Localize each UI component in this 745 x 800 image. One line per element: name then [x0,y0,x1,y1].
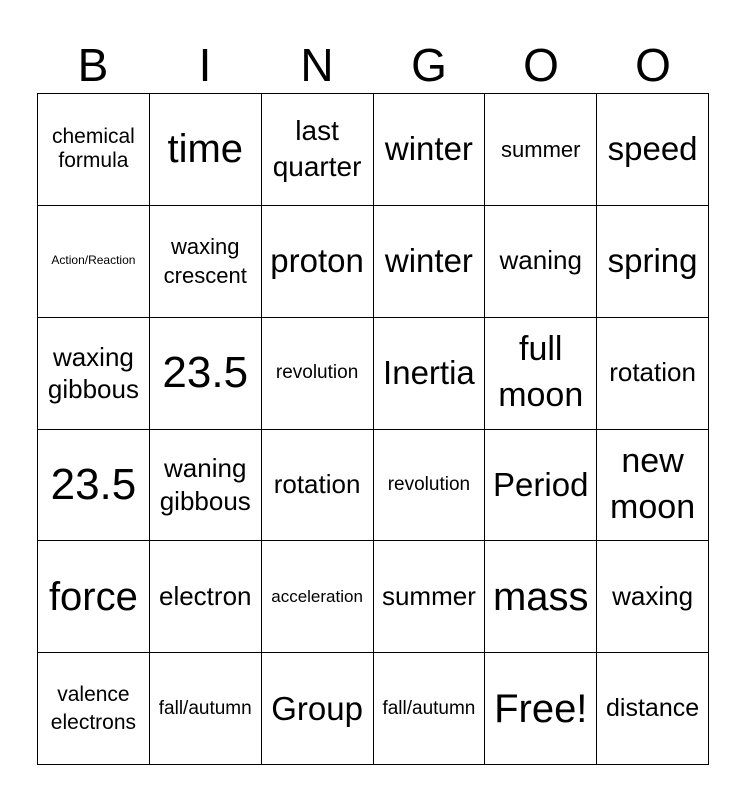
bingo-cell[interactable] [150,318,262,430]
bingo-cell[interactable] [150,206,262,318]
bingo-cell[interactable] [485,318,597,430]
bingo-cell[interactable] [38,430,150,542]
bingo-cell[interactable] [150,541,262,653]
bingo-cell[interactable] [262,541,374,653]
cell-text: waxing [612,580,694,611]
cell-text: fall/autumn [382,697,476,719]
header-letter-g: G [411,39,447,91]
cell-text: Group [271,689,363,727]
bingo-cell[interactable] [38,318,150,430]
cell-text: valence electrons [50,683,137,734]
bingo-cell[interactable] [374,653,486,765]
cell-text: last quarter [272,115,362,183]
cell-text: force [48,574,138,619]
bingo-cell[interactable] [374,541,486,653]
cell-text: Free! [494,686,588,731]
bingo-cell[interactable] [597,206,709,318]
cell-text: chemical formula [51,125,135,173]
bingo-cell[interactable] [262,318,374,430]
bingo-cell[interactable] [485,541,597,653]
bingo-cell[interactable] [374,206,486,318]
bingo-cell[interactable] [38,653,150,765]
bingo-cell[interactable] [262,206,374,318]
bingo-cell[interactable] [38,206,150,318]
bingo-cell[interactable] [374,430,486,542]
bingo-cell[interactable] [150,653,262,765]
bingo-cell[interactable] [150,430,262,542]
cell-text: proton [270,242,364,280]
cell-text: winter [384,130,473,168]
cell-text: Action/Reaction [51,253,136,268]
cell-text: spring [607,242,698,280]
cell-text: mass [492,574,589,619]
cell-text: full moon [498,330,584,415]
cell-text: rotation [273,468,361,499]
bingo-cell[interactable] [38,541,150,653]
header-letter-n: N [300,39,334,91]
cell-text: new moon [610,442,696,526]
cell-text: summer [501,136,581,162]
cell-text: distance [606,694,700,723]
header-letter-i: I [198,39,212,91]
cell-text: electron [158,580,252,611]
cell-text: waxing crescent [163,233,247,289]
header-letter-o: O [523,39,559,91]
header-letter-b: B [77,39,109,91]
cell-text: 23.5 [162,347,249,397]
cell-text: waning [499,245,582,276]
bingo-cell[interactable] [597,430,709,542]
cell-text: rotation [609,357,696,388]
cell-text: revolution [275,362,359,384]
free-space-cell[interactable] [485,653,597,765]
cell-text: revolution [387,473,471,495]
cell-text: speed [607,130,698,168]
cell-text: Inertia [383,354,475,392]
cell-text: acceleration [271,586,363,606]
cell-text: winter [384,242,473,280]
cell-text: waxing gibbous [47,341,139,405]
bingo-cell[interactable] [374,318,486,430]
bingo-cell[interactable] [597,653,709,765]
bingo-cell[interactable] [485,94,597,206]
cell-text: Period [493,465,589,503]
bingo-cell[interactable] [374,94,486,206]
bingo-board [37,93,709,765]
cell-text: fall/autumn [158,697,252,719]
cell-text: 23.5 [50,459,137,509]
bingo-cell[interactable] [597,94,709,206]
bingo-cell[interactable] [150,94,262,206]
bingo-cell[interactable] [38,94,150,206]
bingo-cell[interactable] [262,94,374,206]
bingo-cell[interactable] [597,318,709,430]
header-letter-o-2: O [635,39,671,91]
bingo-header [37,36,709,94]
bingo-cell[interactable] [262,430,374,542]
cell-text: waning gibbous [159,453,251,516]
bingo-cell[interactable] [597,541,709,653]
bingo-cell[interactable] [485,430,597,542]
bingo-cell[interactable] [262,653,374,765]
cell-text: time [167,127,244,172]
cell-text: summer [381,580,476,611]
bingo-cell[interactable] [485,206,597,318]
